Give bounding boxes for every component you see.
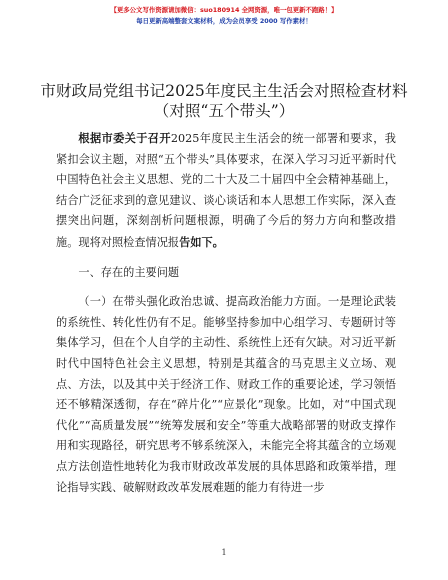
top-banner-line-1: 【更多公文写作资源请加微信：suo180914 全网资源，唯一包更新不跑路！】 [110, 6, 338, 14]
intro-body: 2025年度民主生活会的统一部署和要求，我紧扣会议主题，对照“五个带头”具体要求，在深入学习习近平新时代中国特色社会主义思想、党的二十大及二十届四中全会精神基础上，结合广泛征求到的意见建议、谈心谈话和本人思想工作实际，深入查摆突出问题，深刻剖析问题根源，明确了今后的努力方向和整改措施。现将对照检查情况报 [56, 132, 396, 249]
intro-paragraph [56, 128, 396, 254]
subsection-text: 一是理论武装的系统性、转化性仍有不足。能够坚持参加中心组学习、专题研讨等集体学习，但在个人自学的主动性、系统性上还有欠缺。对习近平新时代中国特色社会主义思想，特别是其蕴含的马克思主义立场、观点、方法，以及其中关于经济工作、财政工作的重要论述，学习领悟还不够精深透彻，存在“碎片化”“应景化”现象。比如，对“中国式现代化”“高质量发展”“统筹发展和安全”等重大战略部署的财政支撑作用和实现路径，研究思考不够系统深入，未能完全将其蕴含的立场观点方法创造性地转化为我市财政改革发展的具体思路和政策举措，理论指导实践、破解财政改革发展难题的能力有待进一步 [56, 295, 396, 494]
paragraph-gap [56, 283, 396, 292]
intro-lead: 根据市委关于召开 [78, 131, 171, 145]
intro-tail: 告如下。 [179, 234, 224, 249]
subsection-paragraph [56, 292, 396, 498]
page-number: 1 [221, 548, 227, 557]
section-heading: 一、存在的主要问题 [78, 265, 180, 279]
top-banner-line-2: 每日更新高端整套文案材料，成为会员享受 2000 写作素材！ [136, 17, 312, 25]
document-body [56, 128, 396, 498]
subsection-heading: （一）在带头强化政治忠诚、提高政治能力方面。 [78, 295, 329, 309]
document-title: 市财政局党组书记2025年度民主生活会对照检查材料（对照“五个带头”） [40, 82, 408, 120]
paragraph-gap [56, 254, 396, 263]
